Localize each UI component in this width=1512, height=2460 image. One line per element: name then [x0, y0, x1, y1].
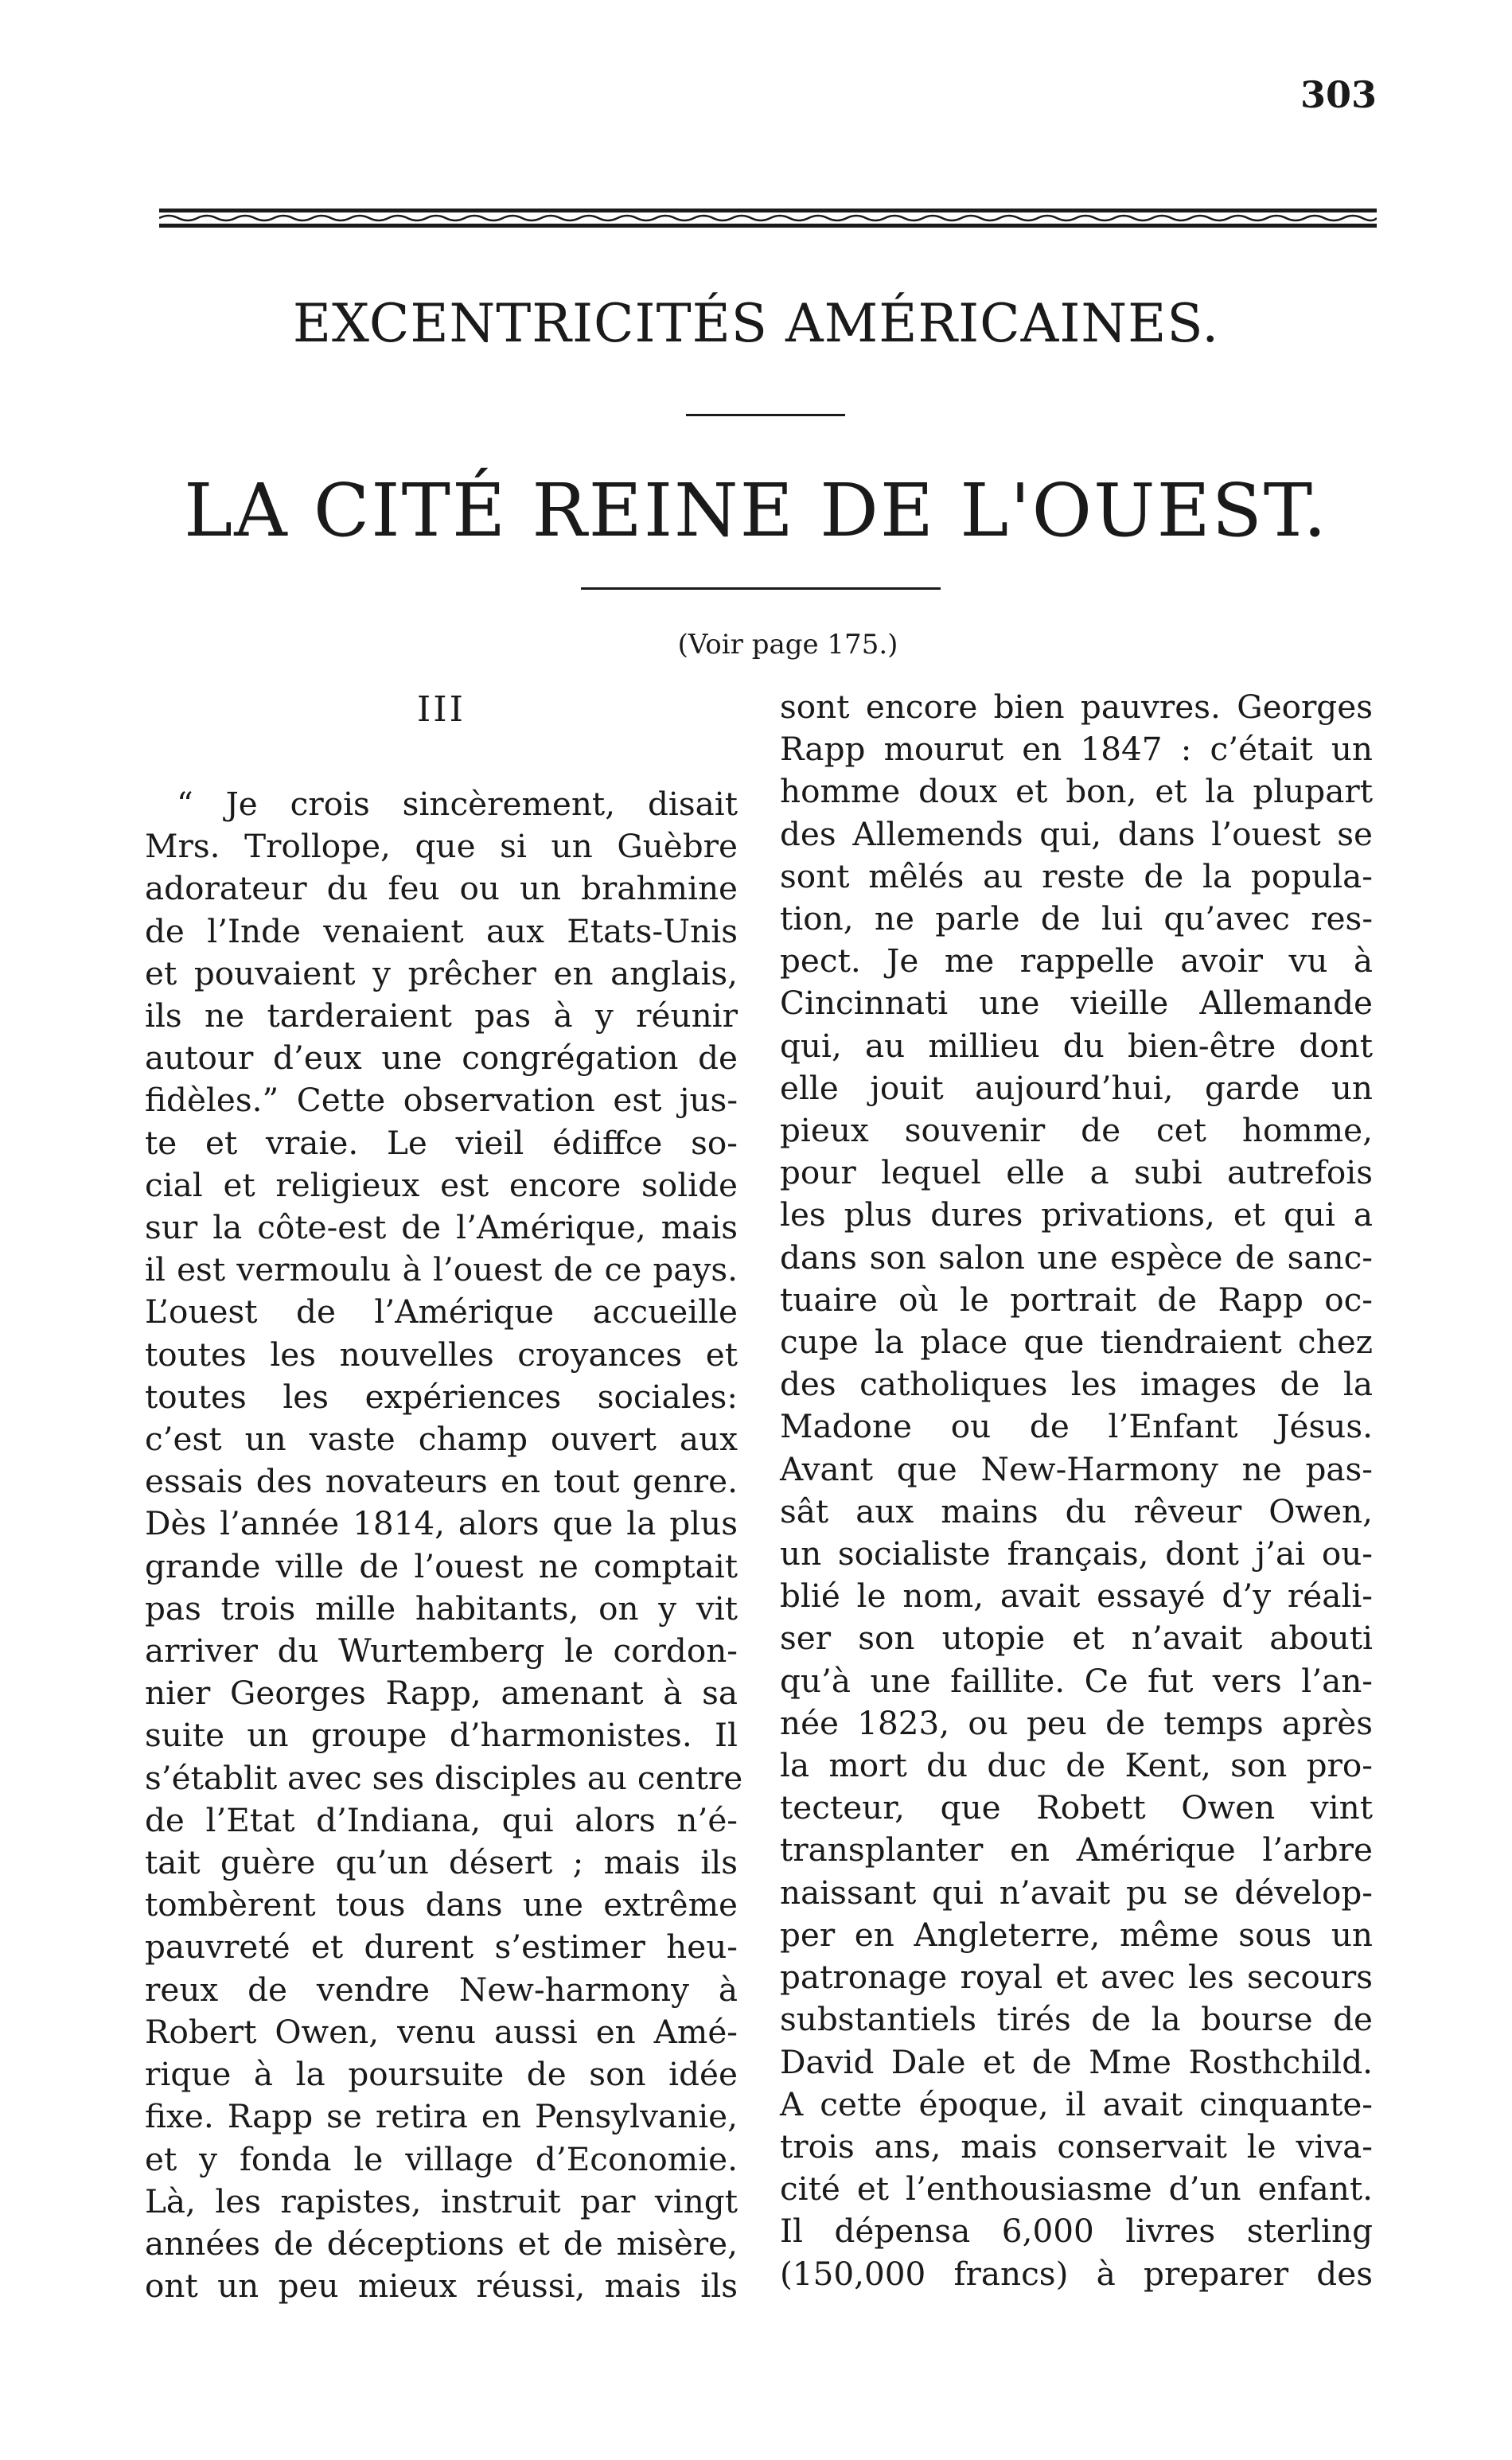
- text-line: Rapp mourut en 1847 : c’était un: [780, 730, 1373, 769]
- article-title: LA CITÉ REINE DE L'OUEST.: [184, 468, 1328, 553]
- text-line: naissant qui n’avait pu se dévelop-: [780, 1873, 1373, 1912]
- text-line: sont mêlés au reste de la popula-: [780, 856, 1373, 895]
- text-line: pieux souvenir de cet homme,: [780, 1111, 1373, 1150]
- text-line: la mort du duc de Kent, son pro-: [780, 1746, 1373, 1785]
- text-line: Cincinnati une vieille Allemande: [780, 984, 1373, 1023]
- text-line: elle jouit aujourd’hui, garde un: [780, 1068, 1373, 1107]
- text-line: grande ville de l’ouest ne comptait: [145, 1546, 738, 1585]
- text-line: cupe la place que tiendraient chez: [780, 1323, 1373, 1362]
- left-text-column: [145, 686, 743, 2307]
- text-line: Dès l’année 1814, alors que la plus: [145, 1504, 738, 1543]
- text-line: nier Georges Rapp, amenant à sa: [145, 1674, 738, 1713]
- text-line: A cette époque, il avait cinquante-: [780, 2084, 1373, 2123]
- text-line: autour d’eux une congrégation de: [145, 1039, 738, 1078]
- text-line: adorateur du feu ou un brahmine: [145, 869, 738, 908]
- text-line: pas trois mille habitants, on y vit: [145, 1589, 738, 1628]
- text-line: Là, les rapistes, instruit par vingt: [145, 2181, 738, 2220]
- text-line: s’établit avec ses disciples au centre: [145, 1758, 743, 1797]
- text-line: transplanter en Amérique l’arbre: [780, 1830, 1373, 1869]
- text-line: fixe. Rapp se retira en Pensylvanie,: [145, 2097, 738, 2136]
- text-line: toutes les expériences sociales:: [145, 1377, 738, 1416]
- text-line: rique à la poursuite de son idée: [145, 2055, 738, 2094]
- text-line: pect. Je me rappelle avoir vu à: [780, 942, 1373, 980]
- text-line: Il dépensa 6,000 livres sterling: [780, 2212, 1373, 2251]
- text-line: “ Je crois sincèrement, disait: [177, 785, 738, 823]
- part-number: III: [416, 689, 466, 730]
- section-title: EXCENTRICITÉS AMÉRICAINES.: [292, 293, 1220, 354]
- text-line: c’est un vaste champ ouvert aux: [145, 1420, 738, 1459]
- title-divider: [686, 414, 845, 416]
- text-line: née 1823, ou peu de temps après: [780, 1703, 1373, 1742]
- text-line: et pouvaient y prêcher en anglais,: [145, 953, 738, 992]
- text-line: sât aux mains du rêveur Owen,: [780, 1491, 1373, 1530]
- text-line: sur la côte-est de l’Amérique, mais: [145, 1208, 738, 1247]
- text-line: Madone ou de l’Enfant Jésus.: [780, 1407, 1373, 1446]
- text-line: per en Angleterre, même sous un: [780, 1915, 1373, 1954]
- right-text-column: [780, 686, 1373, 2295]
- text-line: les plus dures privations, et qui a: [780, 1195, 1373, 1234]
- text-line: essais des novateurs en tout genre.: [145, 1462, 738, 1501]
- text-line: te et vraie. Le vieil édiffce so-: [145, 1123, 738, 1162]
- text-line: un socialiste français, dont j’ai ou-: [780, 1534, 1373, 1573]
- text-line: des catholiques les images de la: [780, 1365, 1373, 1404]
- text-line: patronage royal et avec les secours: [780, 1958, 1373, 1997]
- text-line: des Allemends qui, dans l’ouest se: [780, 814, 1373, 853]
- text-line: tion, ne parle de lui qu’avec res-: [780, 899, 1373, 938]
- text-line: qui, au millieu du bien-être dont: [780, 1026, 1373, 1065]
- text-line: L’ouest de l’Amérique accueille: [145, 1292, 738, 1331]
- text-line: de l’Etat d’Indiana, qui alors n’é-: [145, 1800, 738, 1839]
- page-reference: (Voir page 175.): [677, 629, 898, 661]
- text-line: reux de vendre New-harmony à: [145, 1970, 738, 2009]
- text-line: pour lequel elle a subi autrefois: [780, 1153, 1373, 1192]
- text-line: pauvreté et durent s’estimer heu-: [145, 1928, 738, 1967]
- text-line: Mrs. Trollope, que si un Guèbre: [145, 827, 738, 866]
- text-line: ils ne tarderaient pas à y réunir: [145, 996, 738, 1035]
- text-line: tuaire où le portrait de Rapp oc-: [780, 1280, 1373, 1319]
- text-line: cité et l’enthousiasme d’un enfant.: [780, 2170, 1373, 2209]
- text-line: dans son salon une espèce de sanc-: [780, 1238, 1373, 1277]
- text-line: et y fonda le village d’Economie.: [145, 2139, 738, 2178]
- text-line: homme doux et bon, et la plupart: [780, 772, 1373, 811]
- page-number: 303: [1300, 73, 1377, 116]
- text-line: toutes les nouvelles croyances et: [145, 1335, 738, 1374]
- text-line: (150,000 francs) à preparer des: [780, 2254, 1373, 2293]
- text-line: Avant que New-Harmony ne pas-: [780, 1449, 1373, 1488]
- text-line: tecteur, que Robett Owen vint: [780, 1788, 1373, 1827]
- text-line: substantiels tirés de la bourse de: [780, 2000, 1373, 2039]
- text-line: ont un peu mieux réussi, mais ils: [145, 2267, 738, 2306]
- text-line: tait guère qu’un désert ; mais ils: [145, 1843, 738, 1882]
- text-line: ser son utopie et n’avait abouti: [780, 1619, 1373, 1658]
- text-line: David Dale et de Mme Rosthchild.: [780, 2042, 1373, 2081]
- text-line: fidèles.” Cette observation est jus-: [145, 1081, 738, 1120]
- text-line: tombèrent tous dans une extrême: [145, 1885, 738, 1924]
- title-divider: [581, 587, 941, 590]
- text-line: cial et religieux est encore solide: [145, 1165, 738, 1204]
- text-line: trois ans, mais conservait le viva-: [780, 2127, 1373, 2166]
- text-line: Robert Owen, venu aussi en Amé-: [145, 2012, 738, 2051]
- text-line: suite un groupe d’harmonistes. Il: [145, 1716, 738, 1755]
- text-line: il est vermoulu à l’ouest de ce pays.: [145, 1250, 738, 1289]
- ornamental-rule: [159, 207, 1377, 229]
- text-line: blié le nom, avait essayé d’y réali-: [780, 1577, 1373, 1616]
- text-line: sont encore bien pauvres. Georges: [780, 688, 1373, 726]
- text-line: années de déceptions et de misère,: [145, 2224, 738, 2263]
- text-line: qu’à une faillite. Ce fut vers l’an-: [780, 1661, 1373, 1700]
- text-line: arriver du Wurtemberg le cordon-: [145, 1632, 738, 1671]
- text-line: de l’Inde venaient aux Etats-Unis: [145, 911, 738, 950]
